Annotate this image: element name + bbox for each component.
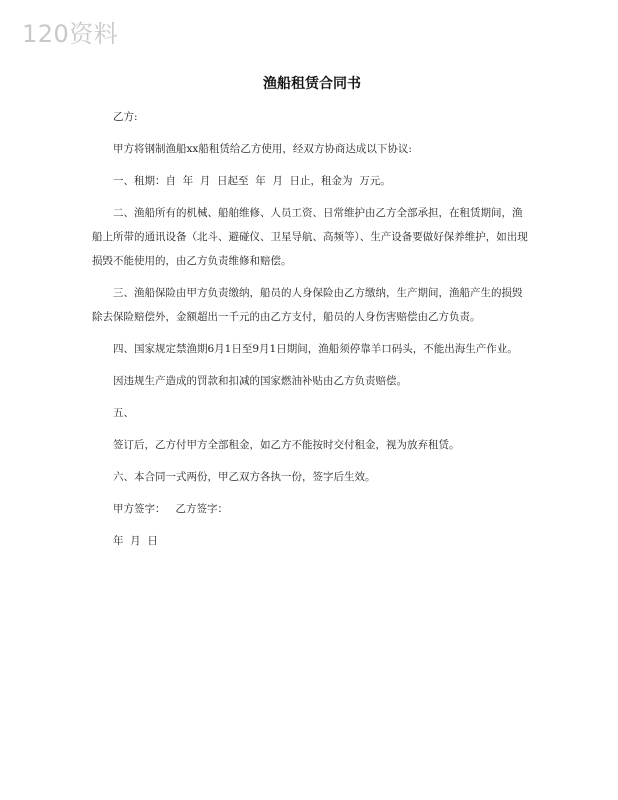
clause-4: 四、国家规定禁渔期6月1日至9月1日期间，渔船须停靠羊口码头，不能出海生产作业。 xyxy=(113,343,518,355)
clause-1: 一、租期：自 年 月 日起至 年 月 日止，租金为 万元。 xyxy=(113,175,391,187)
intro-paragraph: 甲方将钢制渔船xx船租赁给乙方使用，经双方协商达成以下协议: xyxy=(113,143,412,155)
clause-4-continued: 因违规生产造成的罚款和扣减的国家燃油补贴由乙方负责赔偿。 xyxy=(113,375,407,387)
contract-document xyxy=(92,66,532,561)
clause-2: 二、渔船所有的机械、船舶维修、人员工资、日常维护由乙方全部承担，在租赁期间，渔船上所带的通讯设备（北斗、避碰仪、卫星导航、高频等）、生产设备要做好保养维护，如出现损毁不能使用的，由乙方负责维修和赔偿。 xyxy=(92,207,528,267)
signature-line: 甲方签字： 乙方签字： xyxy=(113,503,229,515)
party-b-label: 乙方: xyxy=(113,111,138,123)
clause-3: 三、渔船保险由甲方负责缴纳，船员的人身保险由乙方缴纳，生产期间，渔船产生的损毁除去保险赔偿外，金额超出一千元的由乙方支付，船员的人身伤害赔偿由乙方负责。 xyxy=(92,287,523,323)
date-line: 年 月 日 xyxy=(113,535,158,547)
document-title: 渔船租赁合同书 xyxy=(263,76,361,92)
clause-5: 五、 xyxy=(113,407,134,419)
clause-6: 六、本合同一式两份，甲乙双方各执一份，签字后生效。 xyxy=(113,471,376,483)
clause-5-continued: 签订后，乙方付甲方全部租金，如乙方不能按时交付租金，视为放弃租赁。 xyxy=(113,439,460,451)
watermark: 120资料 xyxy=(22,20,119,48)
